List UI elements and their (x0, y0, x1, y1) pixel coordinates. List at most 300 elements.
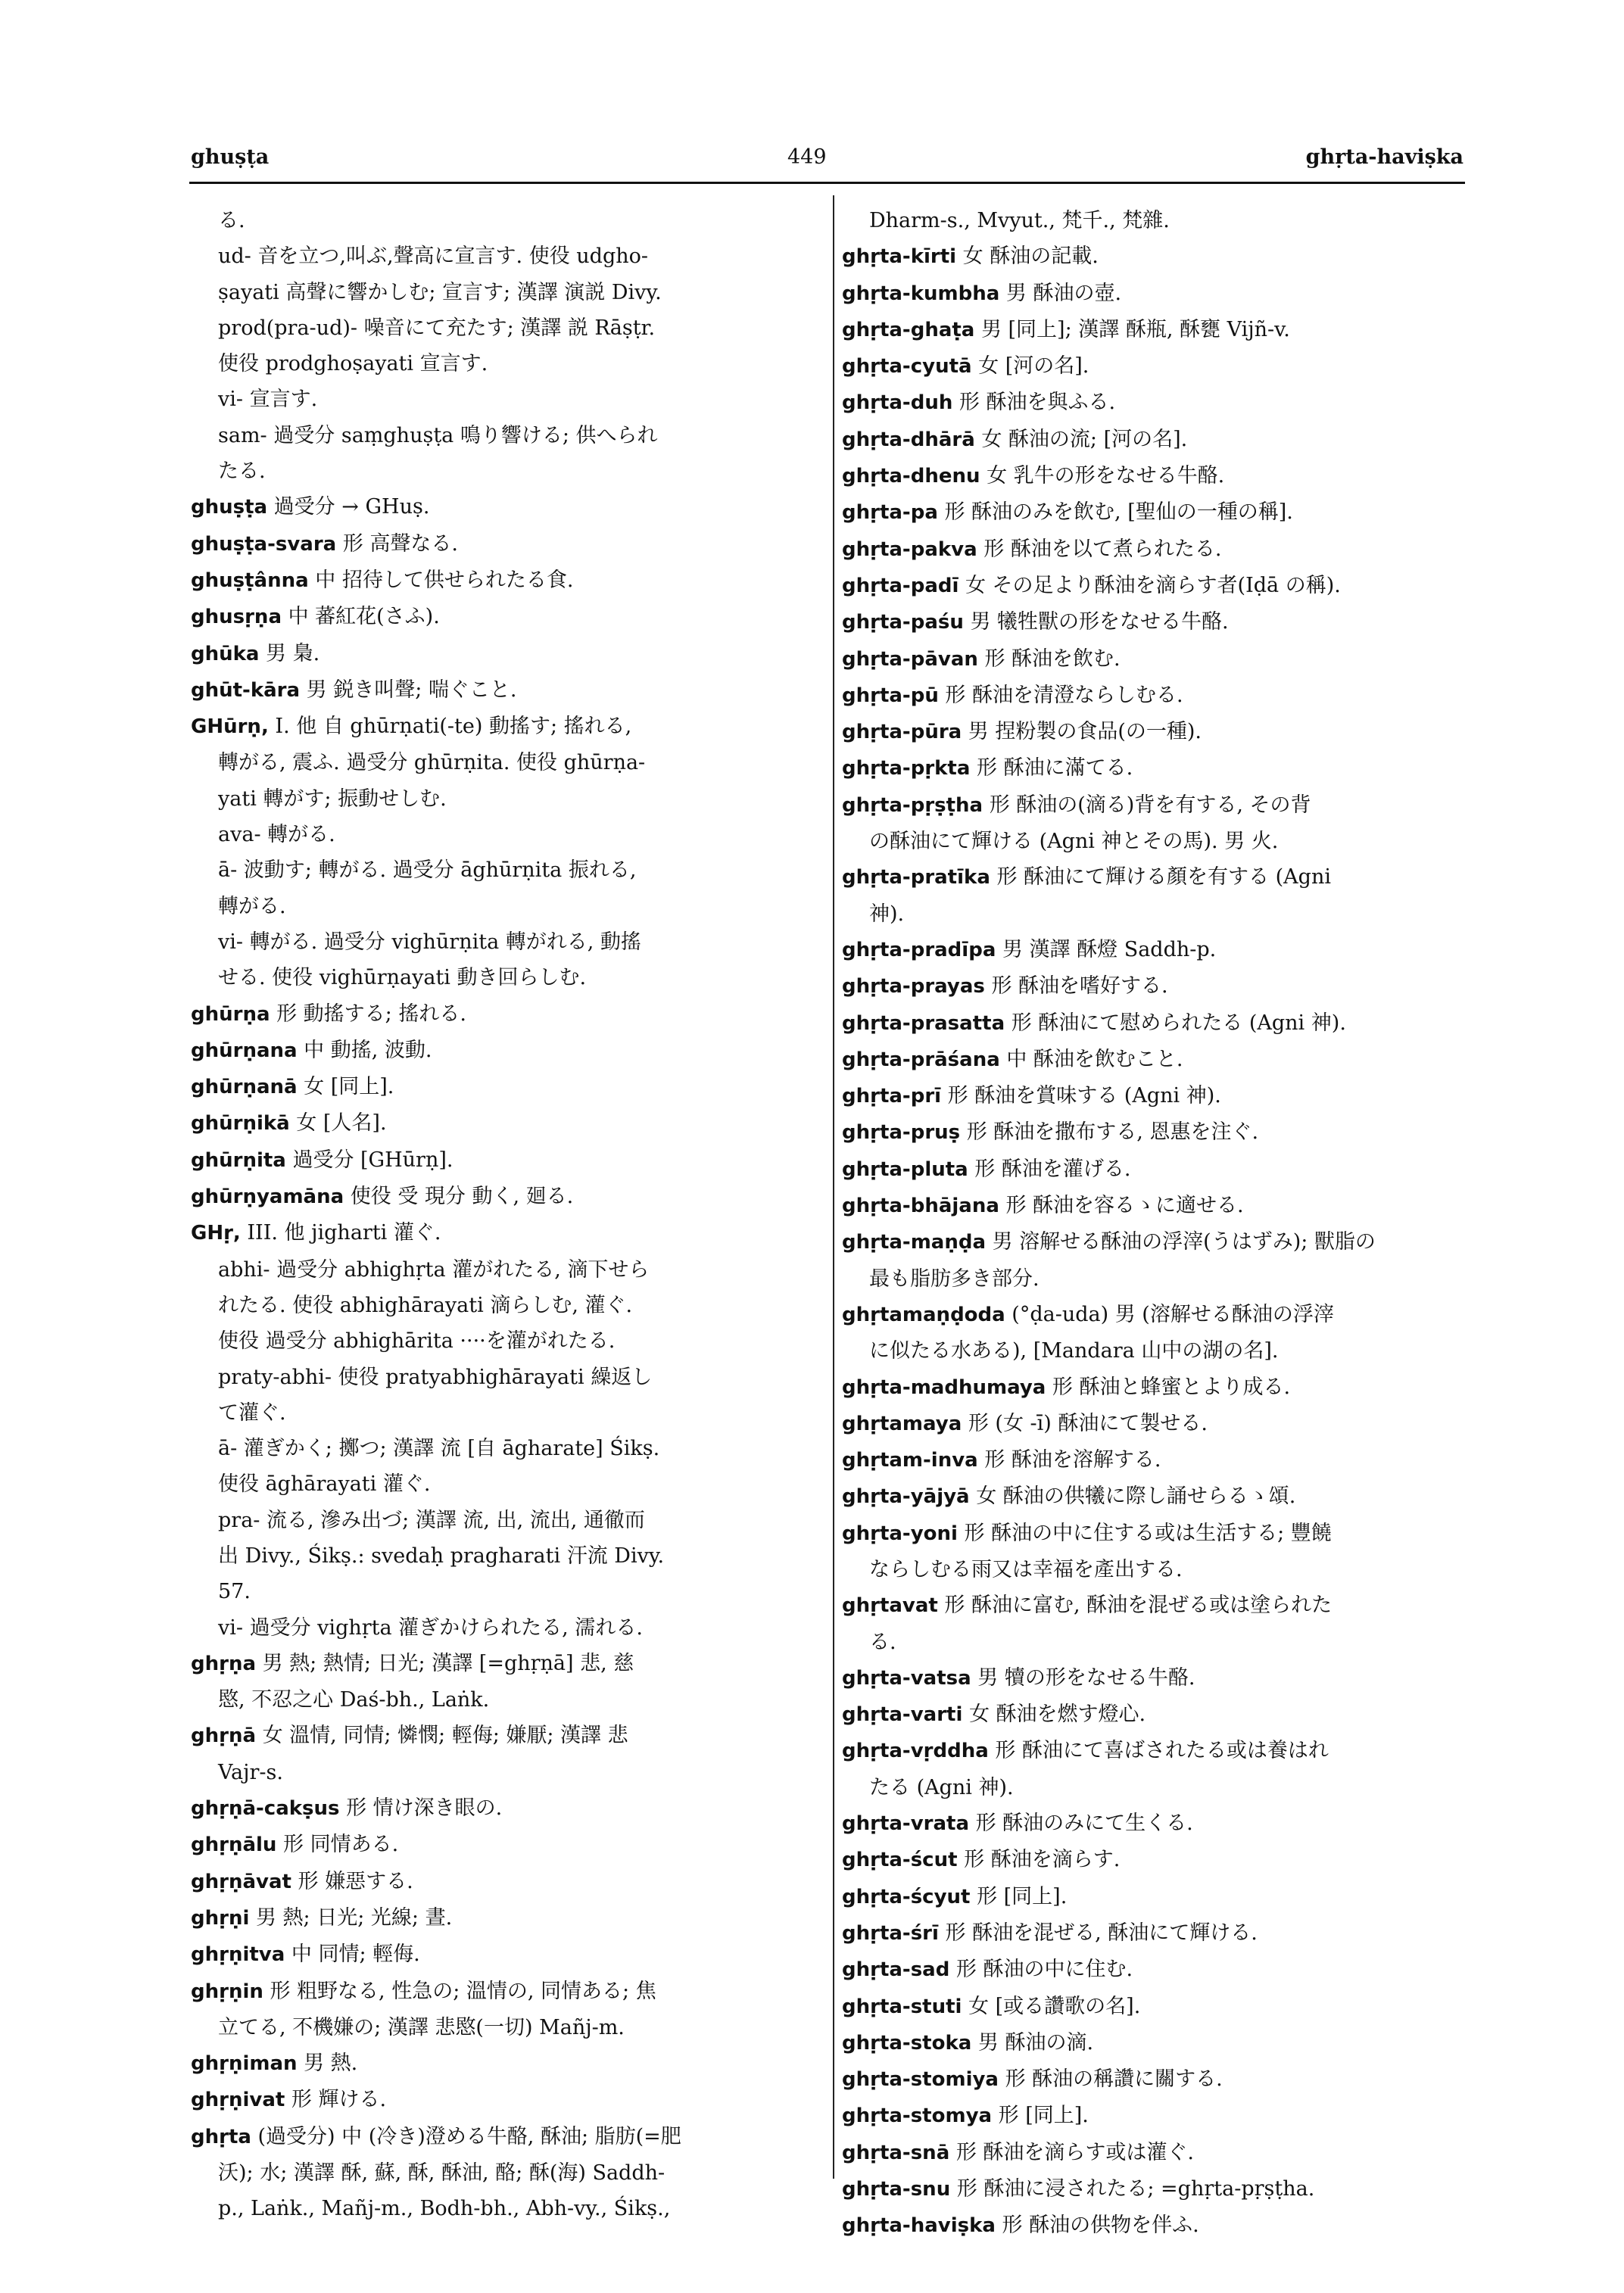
entry-text: ならしむる雨又は幸福を產出する. (869, 1557, 1183, 1581)
entry-text: る. (869, 1630, 896, 1654)
entry-text: 57. (218, 1580, 251, 1604)
entry-continuation (191, 781, 822, 817)
headword: ghṛta-prayas (842, 975, 985, 999)
headword: ghṛta-cyutā (842, 355, 972, 379)
headword: ghṛta-prī (842, 1085, 942, 1108)
entry-text: 形 酥油の中に住する或は生活する; 豐饒 (957, 1521, 1332, 1545)
entry-text: Dharm-s., Mvyut., 梵千., 梵雜. (869, 209, 1170, 232)
entry-text: yati 轉がす; 振動せしむ. (218, 787, 447, 811)
entry-continuation (191, 852, 822, 888)
headword: ghṛta-pū (842, 684, 939, 707)
entry-text: 男 犢の形をなせる牛酪. (971, 1665, 1195, 1690)
entry-text: ā- 灌ぎかく; 擲つ; 漢譯 流 [自 āgharate] Śikṣ. (218, 1437, 660, 1461)
headword: ghṛṇivat (191, 2089, 285, 2112)
dictionary-entry (842, 2061, 1478, 2098)
dictionary-entry (842, 348, 1478, 385)
entry-text: 女 [河の名]. (971, 354, 1089, 379)
entry-text: vi- 宣言す. (218, 388, 318, 412)
headword: ghūrṇana (191, 1039, 298, 1062)
dictionary-entry (842, 1478, 1478, 1515)
headword: ghṛta-vrata (842, 1812, 969, 1836)
entry-text: 男 熱; 熱情; 日光; 漢譯 [=ghṛṇā] 悲, 慈 (256, 1651, 634, 1675)
dictionary-entry (842, 1297, 1478, 1333)
entry-text: 中 招待して供せられたる食. (308, 568, 574, 592)
headword: ghṛta-pūra (842, 721, 962, 744)
dictionary-entry (191, 489, 822, 525)
dictionary-entry (191, 1215, 822, 1251)
entry-continuation (842, 1261, 1478, 1297)
dictionary-entry (842, 1224, 1478, 1260)
headword: ghuṣṭa (191, 496, 268, 519)
entry-text: 形 酥油のみを飲む, [聖仙の一種の稱]. (937, 500, 1293, 525)
dictionary-entry (842, 2025, 1478, 2061)
entry-text: 形 酥油を滴らす或は灌ぐ. (949, 2140, 1194, 2164)
entry-continuation (191, 1288, 822, 1323)
entry-continuation (191, 1431, 822, 1466)
dictionary-entry (191, 1105, 822, 1142)
entry-text: 形 酥油を混ぜる, 酥油にて輝ける. (938, 1921, 1258, 1945)
dictionary-entry (191, 526, 822, 562)
dictionary-entry (842, 1042, 1478, 1078)
entry-text: 形 酥油を與ふる. (952, 391, 1116, 415)
entry-text: 男 鋭き叫聲; 喘ぐこと. (300, 678, 517, 702)
headword: ghūrṇa (191, 1002, 270, 1026)
entry-text: 形 酥油のみにて生くる. (969, 1812, 1193, 1836)
dictionary-entry (842, 1587, 1478, 1624)
entry-continuation (191, 1755, 822, 1790)
entry-text: 形 高聲なる. (336, 531, 458, 556)
dictionary-entry (191, 672, 822, 709)
left-guide-word: ghuṣṭa (191, 145, 270, 169)
entry-text: (過受分) 中 (冷き)澄める牛酪, 酥油; 脂肪(=肥 (251, 2124, 681, 2148)
dictionary-entry (842, 1805, 1478, 1842)
entry-continuation (191, 1574, 822, 1609)
dictionary-entry (842, 2098, 1478, 2134)
dictionary-entry (842, 714, 1478, 750)
headword: ghṛta-pṛṣṭha (842, 793, 983, 817)
dictionary-entry (191, 1069, 822, 1105)
entry-continuation (842, 203, 1478, 238)
entry-continuation (191, 1682, 822, 1718)
entry-text: 女 溫情, 同情; 憐憫; 輕侮; 嫌厭; 漢譯 悲 (256, 1724, 628, 1748)
entry-text: 形 酥油にて輝ける顏を有する (Agni (990, 865, 1331, 889)
headword: ghṛta-yājyā (842, 1485, 970, 1509)
entry-continuation (191, 2010, 822, 2045)
headword: ghṛta-vṛddha (842, 1740, 989, 1763)
entry-continuation (191, 238, 822, 274)
headword: ghṛta-snu (842, 2178, 951, 2201)
entry-text: 男 梟. (259, 641, 320, 665)
entry-text: 形 酥油に浸されたる; =ghṛta-pṛṣṭha. (950, 2177, 1315, 2201)
headword: ghṛta-maṇḍa (842, 1231, 987, 1254)
entry-text: 使役 āghārayati 灌ぐ. (218, 1472, 431, 1497)
headword: ghṛta-sad (842, 1958, 950, 1982)
entry-text: 女 その足より酥油を滴らす者(Iḍā の稱). (959, 573, 1341, 597)
entry-text: 形 酥油を以て煮られたる. (977, 537, 1222, 561)
entry-text: 沃); 水; 漢譯 酥, 蘇, 酥, 酥油, 酪; 酥(海) Saddh- (218, 2161, 665, 2186)
entry-continuation (191, 1323, 822, 1359)
entry-text: 女 酥油の供犧に際し誦せらるゝ頌. (969, 1485, 1296, 1509)
headword: GHūrṇ, (191, 715, 269, 739)
entry-text: る. (218, 209, 245, 232)
dictionary-entry (842, 458, 1478, 494)
dictionary-entry (842, 678, 1478, 714)
headword: ghṛta-pāvan (842, 647, 978, 671)
headword: ghṛṇālu (191, 1833, 277, 1857)
entry-text: 中 動搖, 波動. (297, 1038, 432, 1062)
dictionary-entry (191, 1646, 822, 1682)
headword: ghṛṇā-cakṣus (191, 1797, 340, 1821)
column-divider (833, 195, 834, 2179)
entry-text: せる. 使役 vighūrṇayati 動き回らしむ. (218, 966, 587, 990)
dictionary-entry (842, 312, 1478, 348)
entry-continuation (191, 924, 822, 960)
entry-text: 形 粗野なる, 性急の; 溫情の, 同情ある; 焦 (263, 1979, 656, 2003)
dictionary-entry (842, 1733, 1478, 1769)
headword: ghṛṇāvat (191, 1870, 291, 1893)
headword: ghṛta-pa (842, 501, 938, 525)
entry-text: 形 酥油を嗜好する. (984, 974, 1168, 999)
headword: ghṛta-stuti (842, 1995, 962, 2018)
entry-text: ṣayati 高聲に響かしむ; 宣言す; 漢譯 演説 Divy. (218, 280, 662, 304)
headword: ghṛṇā (191, 1724, 256, 1748)
headword: ghuṣṭa-svara (191, 532, 337, 556)
headword: ghusṛṇa (191, 606, 282, 629)
entry-text: 男 [同上]; 漢譯 酥瓶, 酥甕 Vijñ-v. (974, 317, 1290, 341)
entry-text: 形 酥油を清澄ならしむる. (938, 683, 1183, 707)
entry-text: 愍, 不忍之心 Daś-bh., Laṅk. (218, 1688, 490, 1712)
entry-continuation (842, 1770, 1478, 1805)
entry-text: 使役 受 現分 動く, 廻る. (344, 1185, 574, 1209)
entry-continuation (191, 745, 822, 780)
entry-continuation (191, 2191, 822, 2226)
entry-text: 形 酥油にて慰められたる (Agni 神). (1005, 1011, 1346, 1035)
entry-text: 形 (女 -ī) 酥油にて製せる. (962, 1411, 1208, 1435)
dictionary-entry (191, 1900, 822, 1936)
entry-text: 形 動搖する; 搖れる. (270, 1002, 466, 1026)
entry-text: 形 酥油に富む, 酥油を混ぜる或は塗られた (937, 1594, 1333, 1618)
dictionary-entry (842, 2207, 1478, 2244)
dictionary-entry (842, 859, 1478, 896)
page-number: 449 (787, 145, 827, 169)
entry-continuation (191, 310, 822, 346)
entry-text: 過受分 [GHūrṇ]. (285, 1148, 454, 1172)
headword: ghṛṇin (191, 1980, 263, 2003)
entry-continuation (191, 203, 822, 238)
headword: ghṛta-stomya (842, 2105, 993, 2128)
entry-text: 男 溶解せる酥油の浮滓(うはずみ); 獸脂の (986, 1230, 1376, 1254)
dictionary-entry (842, 2171, 1478, 2207)
entry-continuation (191, 960, 822, 995)
entry-text: 中 同情; 輕侮. (285, 1943, 420, 1967)
dictionary-entry (842, 1114, 1478, 1151)
headword: ghuṣṭânna (191, 569, 309, 592)
entry-text: (°ḍa-uda) 男 (溶解せる酥油の浮滓 (1005, 1302, 1334, 1326)
entry-text: 女 酥油を燃す燈心. (962, 1703, 1146, 1727)
headword: ghṛta-stoka (842, 2031, 972, 2055)
entry-text: 女 酥油の記載. (956, 245, 1099, 269)
dictionary-entry (842, 787, 1478, 824)
entry-text: ava- 轉がる. (218, 823, 335, 847)
entry-continuation (191, 1503, 822, 1538)
headword: ghūrṇikā (191, 1112, 290, 1136)
entry-text: 女 酥油の流; [河の名]. (974, 427, 1188, 451)
entry-continuation (191, 1395, 822, 1431)
entry-text: 使役 prodghoṣayati 宣言す. (218, 352, 488, 376)
headword: ghṛta-snā (842, 2141, 950, 2164)
headword: ghṛta-prāśana (842, 1048, 1000, 1071)
headword: ghṛta-stomiya (842, 2068, 999, 2092)
dictionary-entry (191, 1864, 822, 1900)
entry-continuation (191, 382, 822, 417)
headword: ghṛtamaya (842, 1412, 962, 1435)
headword: ghṛta-pluta (842, 1157, 968, 1181)
dictionary-entry (842, 531, 1478, 568)
entry-text: abhi- 過受分 abhighṛta 灌がれたる, 滴下せら (218, 1257, 650, 1282)
dictionary-entry (842, 641, 1478, 678)
header-rule (189, 182, 1465, 184)
headword: ghṛta-vatsa (842, 1666, 971, 1690)
entry-text: 形 酥油と蜂蜜とより成る. (1046, 1375, 1291, 1399)
headword: ghṛta-prasatta (842, 1011, 1005, 1035)
entry-text: I. 他 自 ghūrṇati(-te) 動搖す; 搖れる, (268, 715, 632, 739)
entry-text: 轉がる, 震ふ. 過受分 ghūrṇita. 使役 ghūrṇa- (218, 751, 646, 775)
headword: ghūrṇanā (191, 1076, 298, 1099)
entry-continuation (191, 889, 822, 924)
dictionary-entry (842, 1005, 1478, 1042)
entry-text: 形 酥油の中に住む. (949, 1958, 1133, 1982)
dictionary-entry (191, 1936, 822, 1973)
entry-continuation (191, 1610, 822, 1646)
dictionary-entry (842, 968, 1478, 1005)
entry-text: p., Laṅk., Mañj-m., Bodh-bh., Abh-vy., Śikṣ., (218, 2197, 671, 2221)
entry-continuation (842, 896, 1478, 932)
entry-text: 形 酥油を飲む. (977, 646, 1121, 671)
headword: ghṛta-dhenu (842, 465, 980, 488)
entry-text: 女 [人名]. (289, 1111, 387, 1136)
headword: ghṛta-varti (842, 1703, 963, 1727)
headword: GHṛ, (191, 1222, 241, 1245)
dictionary-entry (842, 604, 1478, 640)
headword: ghṛta-dhārā (842, 428, 975, 451)
entry-text: 男 酥油の壺. (999, 281, 1122, 305)
headword: ghūrṇita (191, 1148, 286, 1172)
dictionary-entry (191, 1827, 822, 1863)
headword: ghṛta-ścyut (842, 1885, 971, 1908)
entry-text: 形 酥油の(滴る)背を有する, その背 (983, 793, 1311, 817)
headword: ghṛta-śrī (842, 1921, 939, 1945)
dictionary-entry (191, 599, 822, 635)
entry-text: 出 Divy., Śikṣ.: svedaḥ pragharati 汗流 Divy. (218, 1544, 665, 1568)
entry-text: 男 漢譯 酥燈 Saddh-p. (996, 937, 1217, 961)
right-guide-word: ghṛta-haviṣka (1305, 145, 1463, 169)
headword: ghṛṇa (191, 1652, 256, 1675)
dictionary-entry (191, 1033, 822, 1069)
entry-text: 形 [同上]. (992, 2104, 1089, 2128)
entry-text: 形 酥油を滴らす. (957, 1848, 1121, 1872)
entry-text: 形 [同上]. (970, 1884, 1068, 1908)
dictionary-entry (191, 2045, 822, 2082)
entry-text: 中 蕃紅花(さふ). (281, 605, 440, 629)
entry-text: 過受分 → GHuṣ. (267, 495, 430, 519)
entry-text: て灌ぐ. (218, 1400, 286, 1425)
entry-continuation (191, 346, 822, 382)
entry-continuation (842, 1333, 1478, 1369)
entry-text: 男 捏粉製の食品(の一種). (962, 720, 1202, 744)
entry-text: の酥油にて輝ける (Agni 神とその馬). 男 火. (869, 830, 1279, 854)
dictionary-entry (842, 1188, 1478, 1224)
entry-continuation (191, 1466, 822, 1502)
entry-text: たる. (218, 460, 266, 484)
headword: ghṛṇiman (191, 2052, 298, 2076)
entry-continuation (842, 1625, 1478, 1660)
entry-text: 男 熱; 日光; 光線; 晝. (249, 1905, 453, 1930)
entry-continuation (191, 275, 822, 310)
entry-text: 神). (869, 902, 905, 926)
headword: ghṛta-ghaṭa (842, 318, 975, 341)
headword: ghṛta-pruṣ (842, 1121, 961, 1145)
dictionary-entry (191, 709, 822, 745)
entry-continuation (191, 453, 822, 489)
dictionary-entry (842, 385, 1478, 421)
dictionary-entry (191, 1974, 822, 2010)
entry-text: 女 [同上]. (297, 1075, 394, 1099)
dictionary-entry (842, 2135, 1478, 2171)
entry-text: III. 他 jigharti 灌ぐ. (240, 1221, 441, 1245)
left-column (191, 203, 822, 2227)
entry-text: 男 熱. (297, 2052, 358, 2076)
entry-text: 形 情け深き眼の. (339, 1796, 503, 1821)
dictionary-entry (191, 562, 822, 599)
headword: ghṛta-pradīpa (842, 938, 996, 961)
dictionary-entry (842, 238, 1478, 275)
headword: ghṛta-kumbha (842, 282, 1000, 305)
dictionary-entry (191, 1718, 822, 1754)
entry-continuation (842, 824, 1478, 859)
entry-continuation (191, 418, 822, 453)
entry-text: 形 輝ける. (285, 2088, 387, 2112)
entry-text: 女 乳牛の形をなせる牛酪. (980, 464, 1225, 488)
dictionary-entry (842, 1879, 1478, 1915)
entry-text: praty-abhi- 使役 pratyabhighārayati 繰返し (218, 1365, 653, 1389)
dictionary-entry (842, 1078, 1478, 1114)
entry-text: 形 同情ある. (276, 1833, 399, 1857)
dictionary-entry (842, 1989, 1478, 2025)
entry-text: れたる. 使役 abhighārayati 滴らしむ, 灌ぐ. (218, 1293, 633, 1317)
right-column (842, 203, 1478, 2245)
entry-text: に似たる水ある), [Mandara 山中の湖の名]. (869, 1339, 1279, 1363)
entry-text: Vajr-s. (218, 1760, 283, 1784)
dictionary-entry (842, 422, 1478, 458)
dictionary-entry (191, 1790, 822, 1827)
headword: ghṛta-padī (842, 574, 959, 597)
dictionary-entry (842, 276, 1478, 312)
headword: ghṛta (191, 2125, 251, 2148)
entry-text: sam- 過受分 saṃghuṣṭa 鳴り響ける; 供へられ (218, 423, 658, 447)
entry-text: 男 犧牲獸の形をなせる牛酪. (963, 610, 1229, 634)
dictionary-entry (842, 1516, 1478, 1552)
entry-text: 形 酥油の稱讚に關する. (998, 2067, 1223, 2092)
entry-text: 形 酥油を灌げる. (968, 1157, 1131, 1181)
headword: ghūrṇyamāna (191, 1185, 344, 1209)
dictionary-entry (191, 636, 822, 672)
dictionary-entry (842, 750, 1478, 787)
dictionary-entry (191, 2082, 822, 2118)
dictionary-entry (842, 494, 1478, 531)
entry-text: 轉がる. (218, 894, 286, 918)
headword: ghṛta-haviṣka (842, 2214, 996, 2238)
entry-text: 形 嫌惡する. (291, 1869, 413, 1893)
dictionary-entry (842, 1696, 1478, 1733)
headword: ghṛta-pakva (842, 537, 977, 561)
headword: ghṛta-pṛkta (842, 757, 971, 780)
entry-text: 形 酥油を撒布する, 恩惠を注ぐ. (960, 1120, 1259, 1145)
entry-text: 使役 過受分 abhighārita ····を灌がれたる. (218, 1329, 616, 1354)
headword: ghṛta-bhājana (842, 1195, 999, 1218)
headword: ghūka (191, 642, 260, 665)
entry-text: 男 酥油の滴. (971, 2030, 1094, 2055)
dictionary-entry (842, 1369, 1478, 1406)
headword: ghṛtamaṇḍoda (842, 1303, 1005, 1326)
entry-text: vi- 過受分 vighṛta 灌ぎかけられたる, 濡れる. (218, 1615, 643, 1640)
headword: ghṛta-duh (842, 391, 953, 415)
entry-text: 立てる, 不機嫌の; 漢譯 悲愍(一切) Mañj-m. (218, 2015, 625, 2039)
dictionary-entry (842, 1952, 1478, 1988)
entry-text: 形 酥油の供物を伴ふ. (995, 2214, 1199, 2238)
entry-text: ā- 波動す; 轉がる. 過受分 āghūrṇita 振れる, (218, 858, 637, 883)
entry-text: ud- 音を立つ,叫ぶ,聲高に宣言す. 使役 udgho- (218, 245, 649, 269)
headword: ghṛta-madhumaya (842, 1375, 1046, 1399)
headword: ghṛta-pratīka (842, 866, 990, 889)
dictionary-entry (842, 1151, 1478, 1188)
entry-text: 女 [或る讚歌の名]. (962, 1994, 1141, 2018)
dictionary-entry (842, 568, 1478, 604)
entry-text: 形 酥油にて喜ばされたる或は養はれ (988, 1739, 1329, 1763)
dictionary-entry (842, 932, 1478, 968)
entry-text: 形 酥油を溶解する. (977, 1448, 1161, 1472)
entry-text: 中 酥油を飲むこと. (999, 1047, 1183, 1071)
entry-text: たる (Agni 神). (869, 1775, 1014, 1799)
headword: ghṛta-kīrti (842, 245, 957, 269)
dictionary-entry (191, 996, 822, 1033)
entry-text: pra- 流る, 滲み出づ; 漢譯 流, 出, 流出, 通徹而 (218, 1508, 645, 1532)
dictionary-entry (842, 1660, 1478, 1696)
headword: ghṛṇi (191, 1906, 250, 1930)
entry-continuation (842, 1552, 1478, 1587)
entry-text: 形 酥油に滿てる. (970, 756, 1133, 780)
entry-text: prod(pra-ud)- 噪音にて充たす; 漢譯 説 Rāṣṭr. (218, 316, 656, 340)
entry-text: vi- 轉がる. 過受分 vighūrṇita 轉がれる, 動搖 (218, 930, 641, 954)
entry-continuation (191, 2155, 822, 2191)
entry-continuation (191, 817, 822, 852)
headword: ghṛta-yoni (842, 1522, 958, 1545)
entry-text: 形 酥油を賞味する (Agni 神). (941, 1084, 1221, 1108)
headword: ghūt-kāra (191, 678, 301, 702)
dictionary-entry (191, 1142, 822, 1179)
dictionary-entry (191, 2119, 822, 2155)
headword: ghṛtavat (842, 1594, 938, 1618)
dictionary-entry (842, 1842, 1478, 1878)
entry-text: 形 酥油を容るゝに適せる. (999, 1194, 1244, 1218)
dictionary-entry (842, 1406, 1478, 1442)
entry-continuation (191, 1252, 822, 1288)
headword: ghṛta-paśu (842, 611, 964, 634)
entry-continuation (191, 1360, 822, 1395)
entry-text: 最も脂肪多き部分. (869, 1266, 1040, 1291)
headword: ghṛta-ścut (842, 1849, 958, 1872)
dictionary-entry (842, 1442, 1478, 1478)
dictionary-entry (842, 1915, 1478, 1952)
